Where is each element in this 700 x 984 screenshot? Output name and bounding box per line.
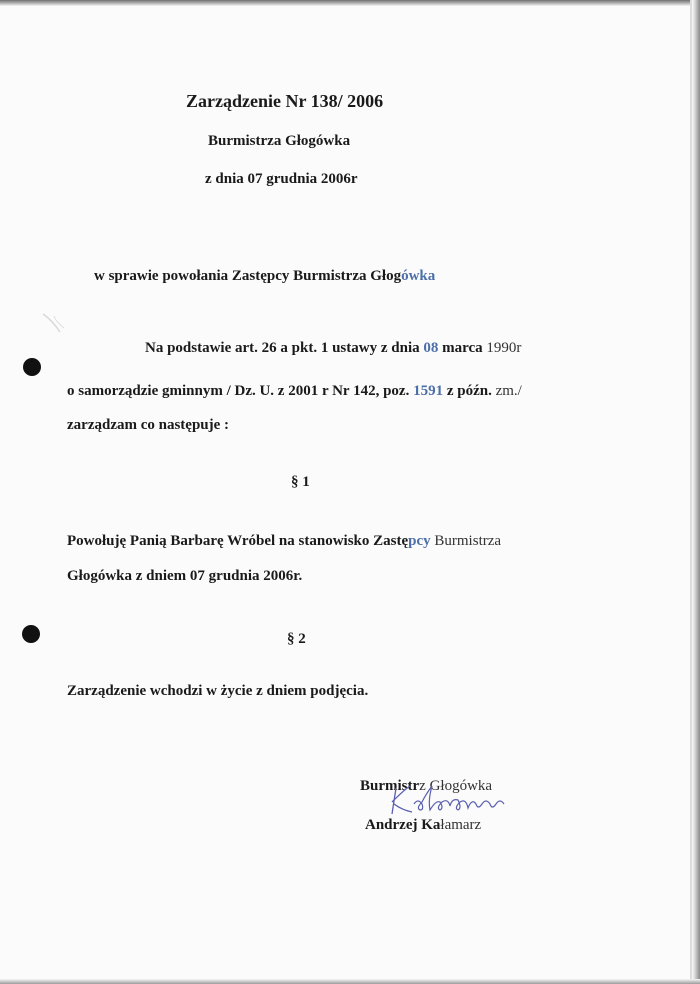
scan-edge-line (690, 0, 692, 984)
signature-title-faded: z Głogówka (419, 778, 493, 794)
punch-hole-lower (22, 625, 40, 643)
signature-name (365, 818, 481, 833)
punch-hole-upper (23, 358, 41, 376)
issuer-line: Burmistrza Głogówka (208, 133, 351, 149)
subject-text: w sprawie powołania Zastępcy Burmistrza Głog (94, 268, 402, 284)
handwritten-signature (378, 780, 518, 820)
preamble-position: 1591 (413, 383, 444, 399)
section-1-text-faded: pcy (408, 533, 431, 549)
signature-name-text: Andrzej Ka (365, 817, 441, 833)
preamble-year: 1990r (486, 340, 522, 356)
section-2-line-1: Zarządzenie wchodzi w życie z dniem podjęcia. (67, 683, 369, 699)
scan-edge-top (0, 0, 700, 6)
signature-title-text: Burmistr (360, 778, 420, 794)
section-1-text-end: Burmistrza (430, 533, 502, 549)
subject-line (94, 269, 435, 284)
preamble-line-2 (67, 384, 522, 399)
preamble-line-1 (145, 341, 521, 356)
preamble-amend-end: zm./ (495, 383, 522, 399)
preamble-amend: z późn. (443, 383, 496, 399)
section-1-heading: § 1 (291, 474, 310, 490)
subject-text-faded: ówka (401, 268, 436, 284)
preamble-month: marca (438, 340, 487, 356)
preamble-act: o samorządzie gminnym / Dz. U. z 2001 r Nr 142, poz. (67, 383, 414, 399)
scan-edge-right (692, 0, 700, 984)
section-2-heading: § 2 (287, 631, 306, 647)
document-title: Zarządzenie Nr 138/ 2006 (186, 91, 384, 111)
signature-name-faded: łamarz (440, 817, 482, 833)
section-1-text: Powołuję Panią Barbarę Wróbel na stanowisko Zastę (67, 533, 409, 549)
date-line: z dnia 07 grudnia 2006r (205, 171, 358, 187)
preamble-text: Na podstawie art. 26 a pkt. 1 ustawy z dnia (145, 340, 424, 356)
scan-edge-bottom (0, 979, 700, 984)
preamble-day: 08 (423, 340, 439, 356)
scan-smudge-mark (40, 310, 70, 340)
section-1-line-2: Głogówka z dniem 07 grudnia 2006r. (67, 568, 303, 584)
section-1-line-1 (67, 534, 501, 549)
preamble-line-3: zarządzam co następuje : (67, 417, 230, 433)
